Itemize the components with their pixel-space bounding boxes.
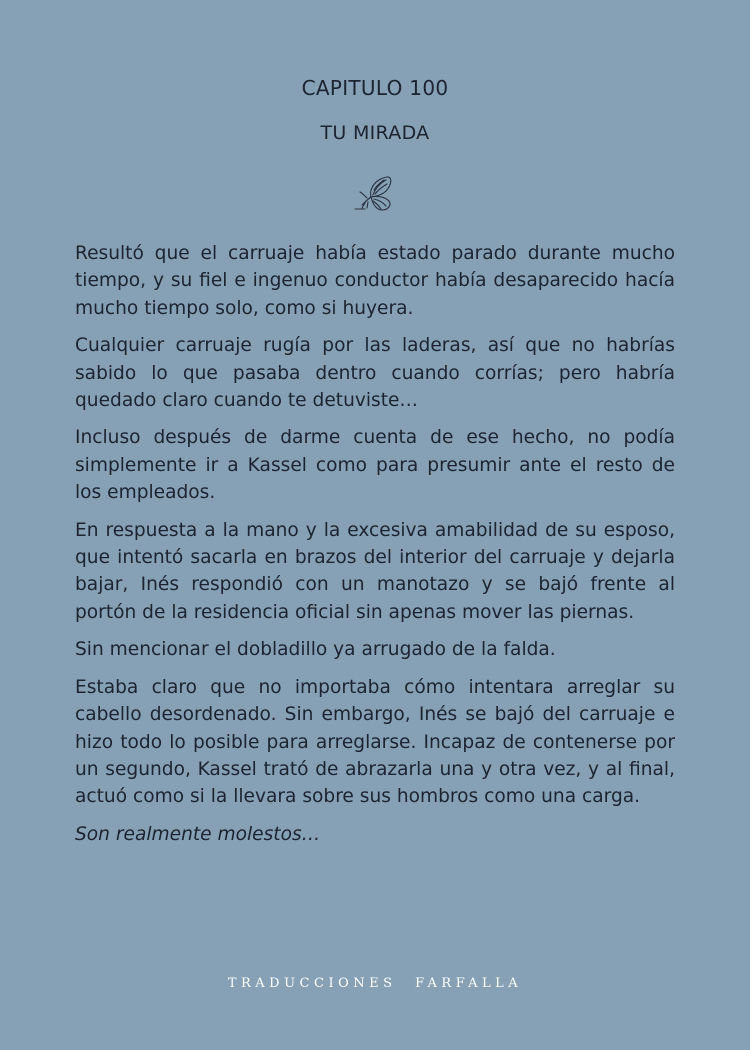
paragraph: Incluso después de darme cuenta de ese hecho, no podía simplemente ir a Kassel como para presumir ante el resto de los empleados. [75, 427, 675, 504]
chapter-body [75, 240, 675, 858]
chapter-title: TU MIRADA [320, 122, 430, 144]
paragraph: En respuesta a la mano y la excesiva amabilidad de su esposo, que intentó sacarla en brazos del interior del carruaje y dejarla bajar, Inés respondió con un manotazo y se bajó frente al portón de la residencia oficial sin apenas mover las piernas. [75, 519, 675, 623]
butterfly-icon [351, 175, 395, 215]
chapter-number: CAPITULO 100 [301, 76, 449, 100]
footer-credit: TRADUCCIONES FARFALLA [227, 976, 523, 991]
paragraph: Estaba claro que no importaba cómo intentara arreglar su cabello desordenado. Sin embargo, Inés se bajó del carruaje e hizo todo lo posible para arreglarse. Incapaz de contenerse por un segundo, Kassel trató de abrazarla una y otra vez, y al final, actuó como si la llevara sobre sus hombros como una carga. [75, 676, 675, 808]
paragraph: Sin mencionar el dobladillo ya arrugado de la falda. [75, 639, 556, 661]
paragraph: Cualquier carruaje rugía por las laderas, así que no habrías sabido lo que pasaba dentro cuando corrías; pero habría quedado claro cuando te detuviste… [75, 335, 675, 412]
italic-paragraph: Son realmente molestos… [75, 823, 321, 845]
paragraph: Resultó que el carruaje había estado parado durante mucho tiempo, y su fiel e ingenuo conductor había desaparecido hacía mucho tiempo solo, como si huyera. [75, 243, 675, 319]
